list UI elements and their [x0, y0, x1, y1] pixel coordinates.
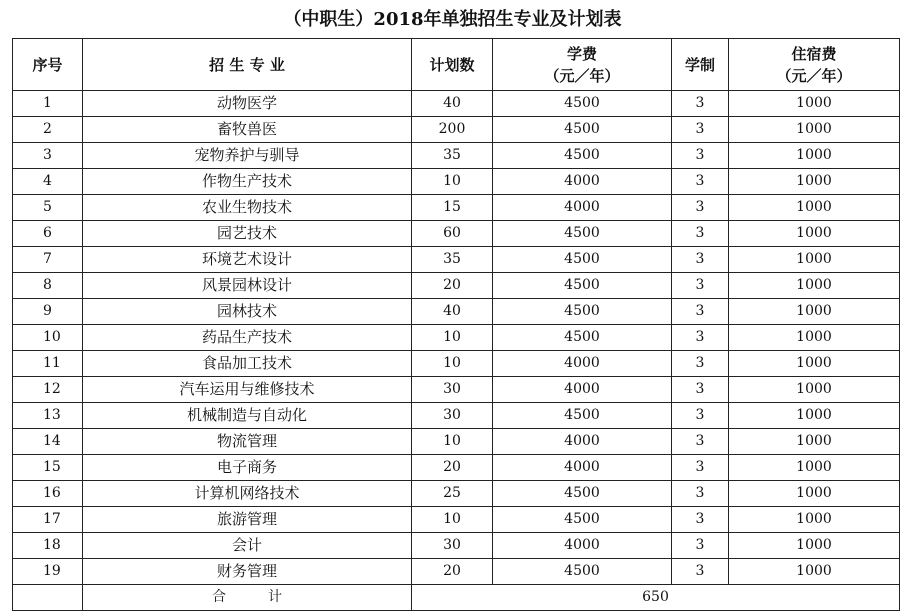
- cell-fee: 4500: [493, 299, 672, 325]
- table-row: [13, 533, 900, 559]
- cell-plan: 10: [412, 507, 493, 533]
- cell-dorm: 1000: [729, 429, 900, 455]
- cell-plan: 20: [412, 559, 493, 585]
- enrollment-plan-table: [12, 38, 900, 611]
- cell-no: 4: [13, 169, 83, 195]
- cell-dorm: 1000: [729, 169, 900, 195]
- cell-dorm: 1000: [729, 481, 900, 507]
- cell-no: 10: [13, 325, 83, 351]
- cell-no: 7: [13, 247, 83, 273]
- cell-dorm: 1000: [729, 299, 900, 325]
- cell-fee: 4500: [493, 403, 672, 429]
- cell-no: 19: [13, 559, 83, 585]
- page-title: （中职生）2018年单独招生专业及计划表: [283, 9, 622, 30]
- cell-dorm: 1000: [729, 455, 900, 481]
- table-row: [13, 195, 900, 221]
- table-row: [13, 403, 900, 429]
- cell-years: 3: [672, 559, 729, 585]
- cell-dorm: 1000: [729, 273, 900, 299]
- cell-plan: 20: [412, 273, 493, 299]
- cell-major: 会计: [83, 533, 412, 559]
- cell-fee: 4500: [493, 91, 672, 117]
- cell-fee: 4500: [493, 117, 672, 143]
- cell-major: 机械制造与自动化: [83, 403, 412, 429]
- cell-plan: 10: [412, 325, 493, 351]
- cell-no: 13: [13, 403, 83, 429]
- table-header-row: [13, 39, 900, 91]
- cell-major: 园林技术: [83, 299, 412, 325]
- cell-no: 17: [13, 507, 83, 533]
- cell-dorm: 1000: [729, 221, 900, 247]
- cell-plan: 40: [412, 91, 493, 117]
- cell-plan: 60: [412, 221, 493, 247]
- table-row: [13, 481, 900, 507]
- cell-dorm: 1000: [729, 351, 900, 377]
- total-value: 650: [412, 585, 900, 611]
- table-row: [13, 377, 900, 403]
- cell-no: 15: [13, 455, 83, 481]
- cell-years: 3: [672, 273, 729, 299]
- cell-dorm: 1000: [729, 91, 900, 117]
- cell-plan: 30: [412, 533, 493, 559]
- cell-years: 3: [672, 247, 729, 273]
- cell-major: 畜牧兽医: [83, 117, 412, 143]
- cell-plan: 35: [412, 143, 493, 169]
- cell-plan: 10: [412, 351, 493, 377]
- total-empty-cell: [13, 585, 83, 611]
- cell-no: 11: [13, 351, 83, 377]
- cell-major: 旅游管理: [83, 507, 412, 533]
- cell-plan: 35: [412, 247, 493, 273]
- cell-fee: 4000: [493, 429, 672, 455]
- cell-dorm: 1000: [729, 117, 900, 143]
- header-fee-line1: 学费: [566, 44, 597, 63]
- cell-years: 3: [672, 91, 729, 117]
- table-row: [13, 351, 900, 377]
- cell-years: 3: [672, 221, 729, 247]
- cell-years: 3: [672, 533, 729, 559]
- cell-plan: 40: [412, 299, 493, 325]
- table-row: [13, 455, 900, 481]
- header-fee: [493, 39, 672, 91]
- header-major: 招 生 专 业: [83, 39, 412, 91]
- cell-major: 作物生产技术: [83, 169, 412, 195]
- cell-plan: 200: [412, 117, 493, 143]
- cell-dorm: 1000: [729, 195, 900, 221]
- cell-plan: 15: [412, 195, 493, 221]
- cell-major: 食品加工技术: [83, 351, 412, 377]
- cell-no: 3: [13, 143, 83, 169]
- cell-major: 物流管理: [83, 429, 412, 455]
- cell-dorm: 1000: [729, 377, 900, 403]
- table-row: [13, 559, 900, 585]
- cell-years: 3: [672, 195, 729, 221]
- cell-major: 园艺技术: [83, 221, 412, 247]
- cell-plan: 10: [412, 429, 493, 455]
- cell-no: 18: [13, 533, 83, 559]
- cell-major: 农业生物技术: [83, 195, 412, 221]
- table-row: [13, 507, 900, 533]
- cell-fee: 4500: [493, 559, 672, 585]
- cell-no: 12: [13, 377, 83, 403]
- cell-fee: 4500: [493, 325, 672, 351]
- cell-dorm: 1000: [729, 403, 900, 429]
- cell-dorm: 1000: [729, 507, 900, 533]
- cell-fee: 4000: [493, 169, 672, 195]
- table-row: [13, 299, 900, 325]
- header-dorm-line1: 住宿费: [791, 44, 837, 63]
- table-body: [13, 91, 900, 585]
- table-row: [13, 117, 900, 143]
- cell-dorm: 1000: [729, 559, 900, 585]
- header-dorm-line2: （元／年）: [776, 66, 852, 85]
- cell-plan: 30: [412, 403, 493, 429]
- cell-dorm: 1000: [729, 143, 900, 169]
- cell-major: 风景园林设计: [83, 273, 412, 299]
- cell-major: 电子商务: [83, 455, 412, 481]
- table-row: [13, 143, 900, 169]
- cell-fee: 4000: [493, 351, 672, 377]
- cell-fee: 4500: [493, 221, 672, 247]
- cell-plan: 25: [412, 481, 493, 507]
- cell-fee: 4500: [493, 143, 672, 169]
- header-fee-line2: （元／年）: [544, 66, 620, 85]
- table-row: [13, 325, 900, 351]
- table-row: [13, 91, 900, 117]
- cell-years: 3: [672, 351, 729, 377]
- cell-years: 3: [672, 117, 729, 143]
- cell-no: 5: [13, 195, 83, 221]
- total-row: [13, 585, 900, 611]
- cell-major: 宠物养护与驯导: [83, 143, 412, 169]
- cell-years: 3: [672, 507, 729, 533]
- cell-fee: 4500: [493, 247, 672, 273]
- cell-fee: 4000: [493, 377, 672, 403]
- cell-plan: 20: [412, 455, 493, 481]
- cell-years: 3: [672, 455, 729, 481]
- cell-major: 环境艺术设计: [83, 247, 412, 273]
- cell-fee: 4500: [493, 481, 672, 507]
- cell-years: 3: [672, 143, 729, 169]
- cell-plan: 10: [412, 169, 493, 195]
- cell-major: 药品生产技术: [83, 325, 412, 351]
- cell-years: 3: [672, 377, 729, 403]
- cell-fee: 4000: [493, 455, 672, 481]
- cell-plan: 30: [412, 377, 493, 403]
- cell-no: 1: [13, 91, 83, 117]
- cell-major: 计算机网络技术: [83, 481, 412, 507]
- cell-no: 9: [13, 299, 83, 325]
- table-row: [13, 247, 900, 273]
- header-plan: 计划数: [412, 39, 493, 91]
- cell-major: 汽车运用与维修技术: [83, 377, 412, 403]
- cell-fee: 4000: [493, 195, 672, 221]
- cell-years: 3: [672, 403, 729, 429]
- header-years: 学制: [672, 39, 729, 91]
- table-row: [13, 273, 900, 299]
- cell-no: 8: [13, 273, 83, 299]
- cell-major: 财务管理: [83, 559, 412, 585]
- header-no: 序号: [13, 39, 83, 91]
- table-row: [13, 169, 900, 195]
- cell-no: 16: [13, 481, 83, 507]
- cell-years: 3: [672, 299, 729, 325]
- cell-years: 3: [672, 481, 729, 507]
- cell-dorm: 1000: [729, 325, 900, 351]
- total-label: 合 计: [83, 585, 412, 611]
- table-row: [13, 429, 900, 455]
- table-row: [13, 221, 900, 247]
- header-dorm: [729, 39, 900, 91]
- cell-years: 3: [672, 169, 729, 195]
- cell-no: 6: [13, 221, 83, 247]
- cell-years: 3: [672, 429, 729, 455]
- cell-dorm: 1000: [729, 247, 900, 273]
- cell-no: 14: [13, 429, 83, 455]
- cell-fee: 4000: [493, 533, 672, 559]
- cell-major: 动物医学: [83, 91, 412, 117]
- cell-dorm: 1000: [729, 533, 900, 559]
- cell-fee: 4500: [493, 273, 672, 299]
- cell-years: 3: [672, 325, 729, 351]
- cell-no: 2: [13, 117, 83, 143]
- cell-fee: 4500: [493, 507, 672, 533]
